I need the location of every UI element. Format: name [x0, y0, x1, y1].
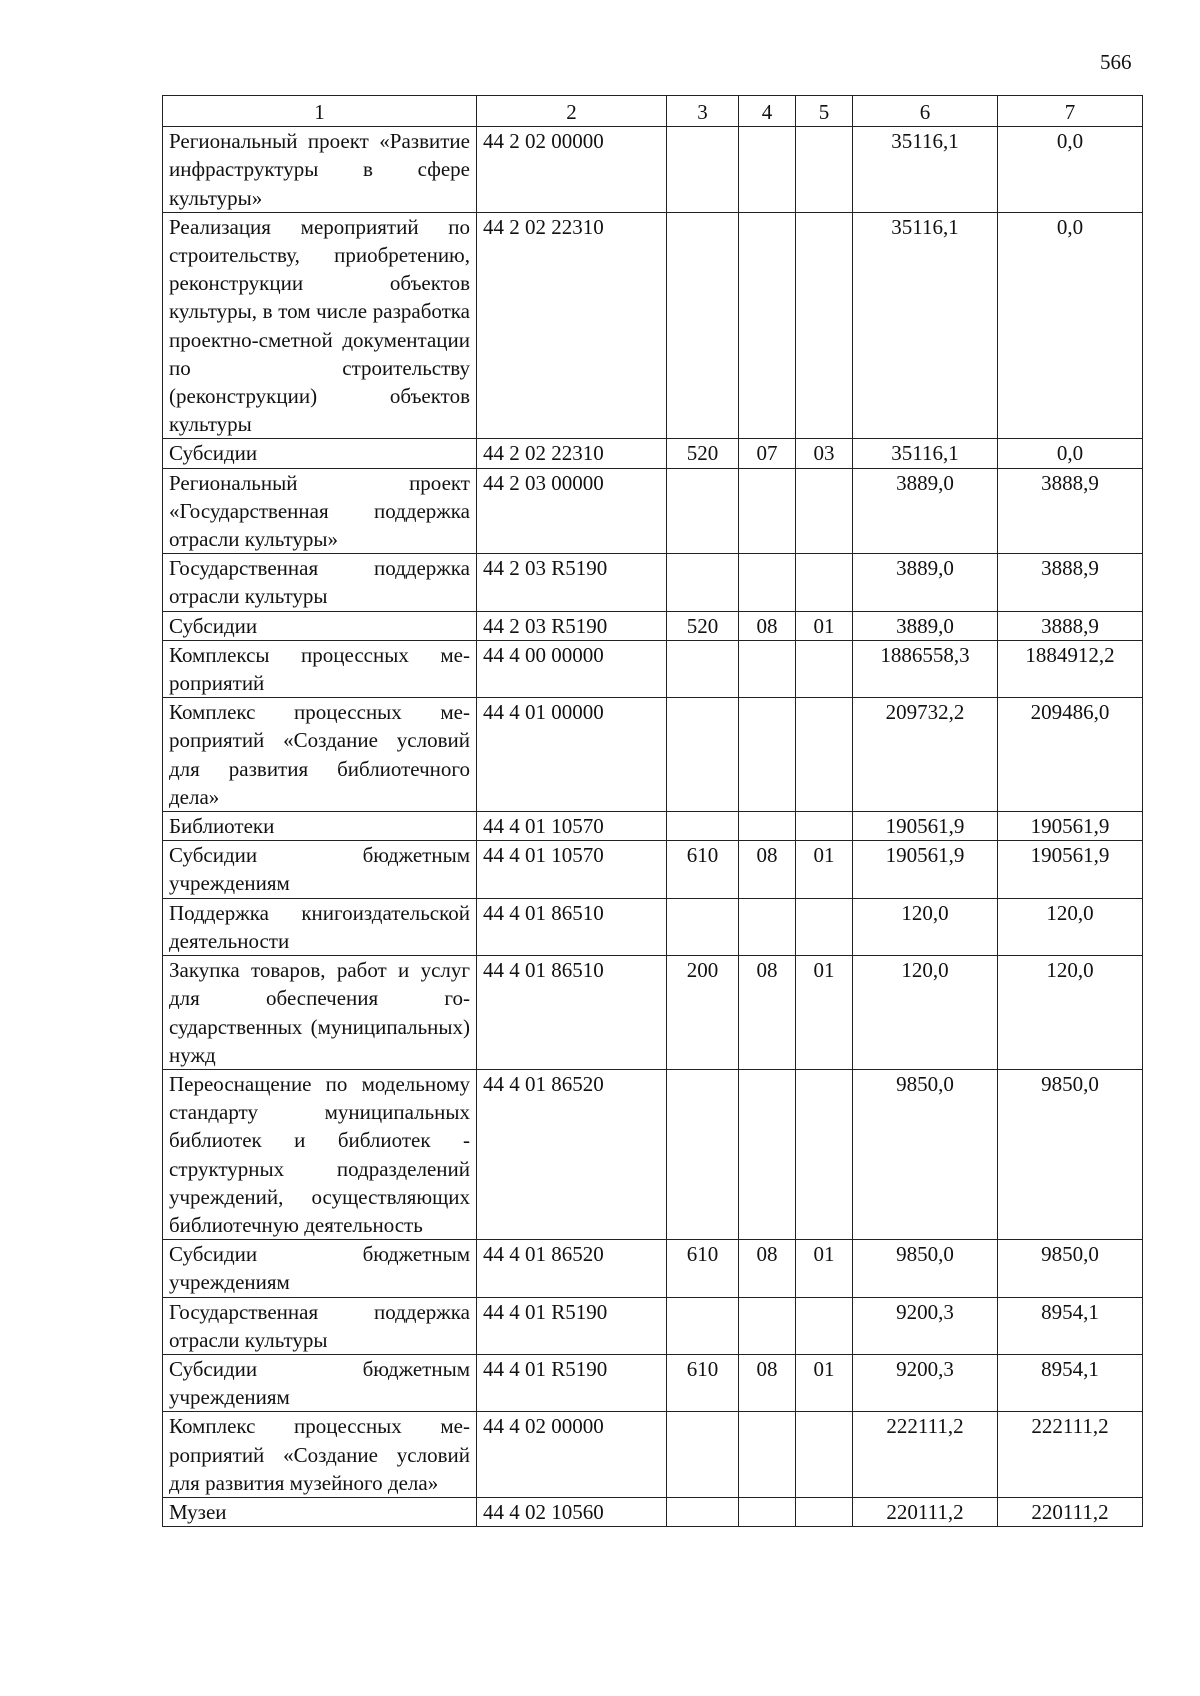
row-value-6-cell: 1886558,3 — [853, 640, 998, 697]
column-header-7: 7 — [998, 96, 1143, 127]
row-value-6-cell: 209732,2 — [853, 698, 998, 812]
column-header-6: 6 — [853, 96, 998, 127]
table-row — [163, 554, 1143, 611]
table-header — [163, 96, 1143, 127]
row-name-cell: Субсидии бюджетным учреждениям — [163, 1354, 477, 1411]
row-value-7-cell: 190561,9 — [998, 841, 1143, 898]
row-code-cell: 44 2 03 R5190 — [477, 554, 667, 611]
header-row — [163, 96, 1143, 127]
row-column-4-cell: 07 — [739, 439, 796, 468]
table-row — [163, 1497, 1143, 1526]
row-name-cell: Субсидии — [163, 439, 477, 468]
table-row — [163, 127, 1143, 213]
row-column-3-cell — [667, 212, 739, 439]
row-value-6-cell: 3889,0 — [853, 611, 998, 640]
row-column-3-cell — [667, 1297, 739, 1354]
row-code-cell: 44 4 01 10570 — [477, 841, 667, 898]
row-column-5-cell — [796, 212, 853, 439]
row-code-cell: 44 4 01 86520 — [477, 1240, 667, 1297]
row-code-cell: 44 4 02 10560 — [477, 1497, 667, 1526]
row-column-3-cell: 610 — [667, 1240, 739, 1297]
row-column-5-cell — [796, 554, 853, 611]
row-column-4-cell — [739, 212, 796, 439]
row-column-5-cell — [796, 698, 853, 812]
row-column-5-cell: 01 — [796, 1354, 853, 1411]
row-value-7-cell: 0,0 — [998, 439, 1143, 468]
row-value-6-cell: 35116,1 — [853, 212, 998, 439]
row-column-3-cell: 520 — [667, 439, 739, 468]
row-column-4-cell — [739, 640, 796, 697]
table-row — [163, 468, 1143, 554]
row-code-cell: 44 4 01 86510 — [477, 956, 667, 1070]
row-code-cell: 44 2 02 22310 — [477, 439, 667, 468]
table-row — [163, 640, 1143, 697]
table-row — [163, 1412, 1143, 1498]
row-column-5-cell — [796, 1497, 853, 1526]
row-column-4-cell: 08 — [739, 841, 796, 898]
table-row — [163, 1240, 1143, 1297]
row-name-cell: Комплексы процессных мероприятий — [163, 640, 477, 697]
row-value-6-cell: 35116,1 — [853, 127, 998, 213]
row-value-7-cell: 3888,9 — [998, 611, 1143, 640]
row-value-6-cell: 35116,1 — [853, 439, 998, 468]
row-value-7-cell: 9850,0 — [998, 1240, 1143, 1297]
row-name-cell: Государственная поддержка отрасли культуры — [163, 1297, 477, 1354]
row-code-cell: 44 2 03 00000 — [477, 468, 667, 554]
column-header-2: 2 — [477, 96, 667, 127]
row-column-5-cell — [796, 812, 853, 841]
row-column-4-cell — [739, 812, 796, 841]
table-row — [163, 841, 1143, 898]
row-code-cell: 44 4 00 00000 — [477, 640, 667, 697]
row-value-6-cell: 3889,0 — [853, 554, 998, 611]
row-column-5-cell: 01 — [796, 1240, 853, 1297]
row-value-6-cell: 9200,3 — [853, 1297, 998, 1354]
row-column-3-cell — [667, 1412, 739, 1498]
row-value-6-cell: 9850,0 — [853, 1240, 998, 1297]
row-value-7-cell: 0,0 — [998, 212, 1143, 439]
row-code-cell: 44 4 01 R5190 — [477, 1297, 667, 1354]
table-row — [163, 956, 1143, 1070]
row-column-3-cell: 610 — [667, 841, 739, 898]
row-name-cell: Субсидии бюджетным учреждениям — [163, 1240, 477, 1297]
row-name-cell: Музеи — [163, 1497, 477, 1526]
column-header-1: 1 — [163, 96, 477, 127]
row-column-4-cell: 08 — [739, 611, 796, 640]
row-column-5-cell: 01 — [796, 611, 853, 640]
row-column-5-cell — [796, 1412, 853, 1498]
row-value-6-cell: 120,0 — [853, 956, 998, 1070]
row-value-6-cell: 222111,2 — [853, 1412, 998, 1498]
row-column-5-cell — [796, 640, 853, 697]
column-header-4: 4 — [739, 96, 796, 127]
row-value-7-cell: 8954,1 — [998, 1354, 1143, 1411]
row-value-7-cell: 222111,2 — [998, 1412, 1143, 1498]
row-column-4-cell — [739, 1297, 796, 1354]
row-value-7-cell: 3888,9 — [998, 554, 1143, 611]
row-name-cell: Библиотеки — [163, 812, 477, 841]
row-value-7-cell: 209486,0 — [998, 698, 1143, 812]
row-name-cell: Реализация мероприятий по строительству, приобретению, реконструкции объектов культуры, в том числе разработка проектно-сметной документации по строительству (реконструкции) объектов культуры — [163, 212, 477, 439]
row-column-5-cell: 03 — [796, 439, 853, 468]
row-value-7-cell: 0,0 — [998, 127, 1143, 213]
row-name-cell: Региональный проект «Государственная поддержка отрасли культуры» — [163, 468, 477, 554]
row-code-cell: 44 2 02 00000 — [477, 127, 667, 213]
row-column-4-cell — [739, 898, 796, 955]
table-row — [163, 812, 1143, 841]
column-header-3: 3 — [667, 96, 739, 127]
row-value-7-cell: 220111,2 — [998, 1497, 1143, 1526]
row-value-7-cell: 3888,9 — [998, 468, 1143, 554]
row-value-7-cell: 1884912,2 — [998, 640, 1143, 697]
row-column-4-cell — [739, 1069, 796, 1239]
row-name-cell: Переоснащение по модельному стандарту муниципальных библиотек и библиотек - структурных подразделений учреждений, осуществляющих библиотечную деятельность — [163, 1069, 477, 1239]
row-code-cell: 44 4 01 86520 — [477, 1069, 667, 1239]
row-value-7-cell: 120,0 — [998, 956, 1143, 1070]
row-value-6-cell: 190561,9 — [853, 841, 998, 898]
row-column-3-cell — [667, 468, 739, 554]
row-column-3-cell: 520 — [667, 611, 739, 640]
row-column-3-cell — [667, 1497, 739, 1526]
row-column-5-cell — [796, 1069, 853, 1239]
row-code-cell: 44 2 02 22310 — [477, 212, 667, 439]
row-value-6-cell: 120,0 — [853, 898, 998, 955]
row-column-5-cell — [796, 468, 853, 554]
row-column-3-cell: 610 — [667, 1354, 739, 1411]
row-name-cell: Закупка товаров, работ и услуг для обеспечения государственных (муниципальных) нужд — [163, 956, 477, 1070]
row-value-6-cell: 9850,0 — [853, 1069, 998, 1239]
row-column-5-cell — [796, 1297, 853, 1354]
table-row — [163, 1354, 1143, 1411]
budget-table — [162, 95, 1143, 1527]
row-name-cell: Комплекс процессных мероприятий «Создание условий для развития музейного дела» — [163, 1412, 477, 1498]
row-column-5-cell: 01 — [796, 841, 853, 898]
row-column-3-cell — [667, 127, 739, 213]
row-code-cell: 44 4 01 00000 — [477, 698, 667, 812]
row-name-cell: Государственная поддержка отрасли культуры — [163, 554, 477, 611]
row-value-7-cell: 9850,0 — [998, 1069, 1143, 1239]
row-value-6-cell: 190561,9 — [853, 812, 998, 841]
row-column-3-cell — [667, 898, 739, 955]
row-code-cell: 44 4 01 R5190 — [477, 1354, 667, 1411]
row-value-6-cell: 9200,3 — [853, 1354, 998, 1411]
row-column-3-cell — [667, 698, 739, 812]
row-name-cell: Региональный проект «Развитие инфраструктуры в сфере культуры» — [163, 127, 477, 213]
row-value-7-cell: 8954,1 — [998, 1297, 1143, 1354]
row-column-3-cell: 200 — [667, 956, 739, 1070]
table-row — [163, 439, 1143, 468]
table-row — [163, 1297, 1143, 1354]
row-column-4-cell: 08 — [739, 1354, 796, 1411]
row-column-4-cell — [739, 1497, 796, 1526]
row-column-3-cell — [667, 554, 739, 611]
row-column-4-cell: 08 — [739, 956, 796, 1070]
row-column-5-cell: 01 — [796, 956, 853, 1070]
row-code-cell: 44 2 03 R5190 — [477, 611, 667, 640]
row-value-6-cell: 3889,0 — [853, 468, 998, 554]
row-column-3-cell — [667, 812, 739, 841]
row-value-7-cell: 120,0 — [998, 898, 1143, 955]
row-column-4-cell — [739, 468, 796, 554]
row-name-cell: Поддержка книгоиздательской деятельности — [163, 898, 477, 955]
row-code-cell: 44 4 02 00000 — [477, 1412, 667, 1498]
row-name-cell: Субсидии бюджетным учреждениям — [163, 841, 477, 898]
row-code-cell: 44 4 01 10570 — [477, 812, 667, 841]
row-column-4-cell — [739, 698, 796, 812]
row-column-3-cell — [667, 1069, 739, 1239]
table-body — [163, 127, 1143, 1527]
row-column-4-cell — [739, 554, 796, 611]
table-row — [163, 698, 1143, 812]
table-row — [163, 212, 1143, 439]
row-name-cell: Субсидии — [163, 611, 477, 640]
row-column-4-cell — [739, 127, 796, 213]
row-value-7-cell: 190561,9 — [998, 812, 1143, 841]
row-column-3-cell — [667, 640, 739, 697]
row-name-cell: Комплекс процессных мероприятий «Создание условий для развития библиотечного дела» — [163, 698, 477, 812]
row-column-5-cell — [796, 127, 853, 213]
table-row — [163, 898, 1143, 955]
row-code-cell: 44 4 01 86510 — [477, 898, 667, 955]
row-column-4-cell: 08 — [739, 1240, 796, 1297]
page-number: 566 — [1100, 50, 1132, 74]
table-row — [163, 1069, 1143, 1239]
row-column-4-cell — [739, 1412, 796, 1498]
table-row — [163, 611, 1143, 640]
column-header-5: 5 — [796, 96, 853, 127]
row-column-5-cell — [796, 898, 853, 955]
row-value-6-cell: 220111,2 — [853, 1497, 998, 1526]
